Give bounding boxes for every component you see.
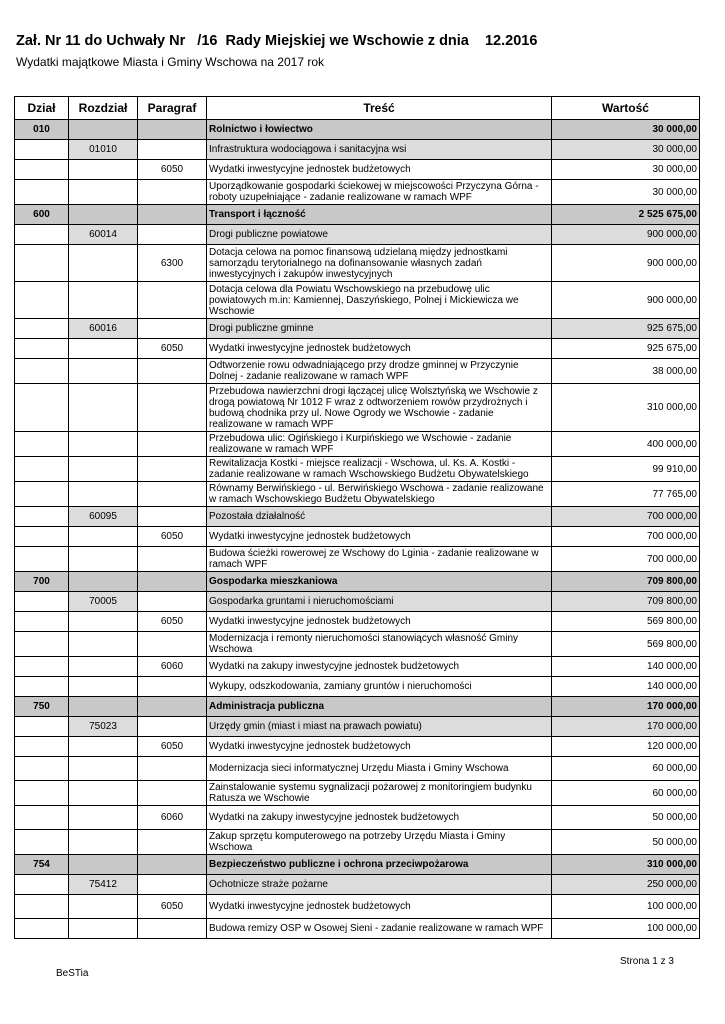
table-row (15, 572, 700, 592)
cell-paragraf: 6050 (138, 527, 207, 547)
cell-wartosc: 170 000,00 (552, 717, 700, 737)
cell-rozdzial: 60095 (69, 507, 138, 527)
cell-tresc: Urzędy gmin (miast i miast na prawach powiatu) (207, 717, 552, 737)
column-header-wartosc: Wartość (552, 97, 700, 120)
cell-wartosc: 140 000,00 (552, 657, 700, 677)
cell-paragraf (138, 919, 207, 939)
cell-dzial: 700 (15, 572, 69, 592)
table-row (15, 592, 700, 612)
cell-rozdzial (69, 339, 138, 359)
table-row (15, 120, 700, 140)
cell-wartosc: 30 000,00 (552, 140, 700, 160)
cell-paragraf: 6050 (138, 737, 207, 757)
cell-wartosc: 700 000,00 (552, 507, 700, 527)
cell-paragraf: 6050 (138, 612, 207, 632)
cell-rozdzial (69, 120, 138, 140)
cell-paragraf (138, 432, 207, 457)
cell-dzial (15, 384, 69, 432)
cell-paragraf (138, 205, 207, 225)
cell-dzial (15, 245, 69, 282)
cell-tresc: Zainstalowanie systemu sygnalizacji pożarowej z monitoringiem budynku Ratusza we Wschowie (207, 781, 552, 806)
cell-wartosc: 250 000,00 (552, 875, 700, 895)
cell-paragraf (138, 359, 207, 384)
cell-tresc: Zakup sprzętu komputerowego na potrzeby Urzędu Miasta i Gminy Wschowa (207, 830, 552, 855)
cell-rozdzial: 70005 (69, 592, 138, 612)
cell-dzial (15, 507, 69, 527)
table-row (15, 205, 700, 225)
cell-tresc: Drogi publiczne gminne (207, 319, 552, 339)
cell-paragraf (138, 319, 207, 339)
cell-wartosc: 120 000,00 (552, 737, 700, 757)
cell-tresc: Modernizacja i remonty nieruchomości stanowiących własność Gminy Wschowa (207, 632, 552, 657)
cell-paragraf (138, 225, 207, 245)
cell-paragraf (138, 120, 207, 140)
table-row (15, 697, 700, 717)
table-row (15, 507, 700, 527)
column-header-tresc: Treść (207, 97, 552, 120)
cell-tresc: Wydatki inwestycyjne jednostek budżetowych (207, 895, 552, 919)
cell-dzial (15, 140, 69, 160)
cell-tresc: Gospodarka gruntami i nieruchomościami (207, 592, 552, 612)
cell-dzial (15, 339, 69, 359)
table-row (15, 855, 700, 875)
cell-wartosc: 700 000,00 (552, 547, 700, 572)
cell-wartosc: 140 000,00 (552, 677, 700, 697)
cell-wartosc: 2 525 675,00 (552, 205, 700, 225)
cell-rozdzial (69, 855, 138, 875)
cell-dzial: 010 (15, 120, 69, 140)
cell-rozdzial (69, 737, 138, 757)
cell-wartosc: 900 000,00 (552, 282, 700, 319)
cell-wartosc: 709 800,00 (552, 572, 700, 592)
table-row (15, 527, 700, 547)
cell-tresc: Rewitalizacja Kostki - miejsce realizacji - Wschowa, ul. Ks. A. Kostki - zadanie realizowane w ramach Wschowskiego Budżetu Obywatelskiego (207, 457, 552, 482)
cell-paragraf (138, 482, 207, 507)
table-row (15, 806, 700, 830)
cell-tresc: Infrastruktura wodociągowa i sanitacyjna wsi (207, 140, 552, 160)
cell-dzial (15, 359, 69, 384)
cell-dzial (15, 895, 69, 919)
footer-author: BeSTia (56, 968, 89, 979)
cell-rozdzial (69, 180, 138, 205)
cell-paragraf (138, 855, 207, 875)
table-row (15, 482, 700, 507)
table-row (15, 737, 700, 757)
cell-dzial: 754 (15, 855, 69, 875)
cell-paragraf (138, 830, 207, 855)
cell-rozdzial (69, 282, 138, 319)
table-row (15, 160, 700, 180)
cell-rozdzial (69, 384, 138, 432)
cell-rozdzial (69, 432, 138, 457)
cell-tresc: Wykupy, odszkodowania, zamiany gruntów i nieruchomości (207, 677, 552, 697)
cell-rozdzial: 75412 (69, 875, 138, 895)
cell-tresc: Wydatki inwestycyjne jednostek budżetowych (207, 339, 552, 359)
cell-tresc: Wydatki inwestycyjne jednostek budżetowych (207, 737, 552, 757)
cell-dzial (15, 612, 69, 632)
cell-dzial (15, 717, 69, 737)
cell-dzial (15, 632, 69, 657)
cell-paragraf (138, 282, 207, 319)
cell-paragraf (138, 140, 207, 160)
cell-paragraf (138, 572, 207, 592)
table-row (15, 830, 700, 855)
cell-paragraf (138, 757, 207, 781)
cell-rozdzial (69, 781, 138, 806)
cell-paragraf: 6050 (138, 160, 207, 180)
table-row (15, 282, 700, 319)
cell-dzial (15, 781, 69, 806)
table-row (15, 677, 700, 697)
cell-paragraf (138, 632, 207, 657)
cell-dzial (15, 919, 69, 939)
cell-wartosc: 30 000,00 (552, 180, 700, 205)
cell-dzial (15, 657, 69, 677)
cell-tresc: Dotacja celowa dla Powiatu Wschowskiego na przebudowę ulic powiatowych m.in: Kamiennej, Daszyńskiego, Polnej i Mickiewicza we Wschowie (207, 282, 552, 319)
cell-dzial (15, 592, 69, 612)
cell-rozdzial (69, 245, 138, 282)
cell-tresc: Pozostała działalność (207, 507, 552, 527)
cell-paragraf (138, 717, 207, 737)
cell-rozdzial: 60016 (69, 319, 138, 339)
cell-wartosc: 99 910,00 (552, 457, 700, 482)
cell-wartosc: 100 000,00 (552, 895, 700, 919)
cell-tresc: Wydatki inwestycyjne jednostek budżetowych (207, 612, 552, 632)
cell-wartosc: 310 000,00 (552, 384, 700, 432)
cell-wartosc: 569 800,00 (552, 632, 700, 657)
cell-wartosc: 30 000,00 (552, 120, 700, 140)
cell-tresc: Wydatki inwestycyjne jednostek budżetowych (207, 527, 552, 547)
cell-dzial (15, 737, 69, 757)
table-row (15, 875, 700, 895)
cell-rozdzial (69, 160, 138, 180)
cell-paragraf (138, 697, 207, 717)
cell-tresc: Gospodarka mieszkaniowa (207, 572, 552, 592)
table-body (15, 120, 700, 939)
cell-wartosc: 100 000,00 (552, 919, 700, 939)
cell-tresc: Dotacja celowa na pomoc finansową udzielaną między jednostkami samorządu terytorialnego na dofinansowanie własnych zadań inwestycyjnych i zakupów inwestycyjnych (207, 245, 552, 282)
cell-rozdzial (69, 697, 138, 717)
cell-wartosc: 60 000,00 (552, 781, 700, 806)
cell-dzial (15, 457, 69, 482)
cell-rozdzial (69, 612, 138, 632)
cell-dzial (15, 160, 69, 180)
cell-wartosc: 310 000,00 (552, 855, 700, 875)
cell-dzial (15, 806, 69, 830)
cell-dzial (15, 432, 69, 457)
cell-dzial (15, 319, 69, 339)
table-row (15, 319, 700, 339)
cell-wartosc: 50 000,00 (552, 806, 700, 830)
cell-paragraf (138, 677, 207, 697)
column-header-paragraf: Paragraf (138, 97, 207, 120)
table-row (15, 895, 700, 919)
cell-tresc: Przebudowa ulic: Ogińskiego i Kurpińskiego we Wschowie - zadanie realizowane w ramach WPF (207, 432, 552, 457)
table-row (15, 180, 700, 205)
cell-rozdzial (69, 895, 138, 919)
column-header-dzial: Dział (15, 97, 69, 120)
cell-dzial (15, 875, 69, 895)
cell-paragraf (138, 781, 207, 806)
cell-rozdzial (69, 359, 138, 384)
cell-tresc: Rolnictwo i łowiectwo (207, 120, 552, 140)
table-row (15, 457, 700, 482)
cell-wartosc: 77 765,00 (552, 482, 700, 507)
table-row (15, 919, 700, 939)
cell-rozdzial (69, 527, 138, 547)
cell-tresc: Bezpieczeństwo publiczne i ochrona przeciwpożarowa (207, 855, 552, 875)
table-row (15, 717, 700, 737)
cell-tresc: Administracja publiczna (207, 697, 552, 717)
cell-rozdzial (69, 657, 138, 677)
cell-tresc: Modernizacja sieci informatycznej Urzędu Miasta i Gminy Wschowa (207, 757, 552, 781)
cell-tresc: Wydatki inwestycyjne jednostek budżetowych (207, 160, 552, 180)
cell-rozdzial: 60014 (69, 225, 138, 245)
table-row (15, 781, 700, 806)
table-row (15, 245, 700, 282)
cell-rozdzial (69, 757, 138, 781)
table-row (15, 384, 700, 432)
cell-tresc: Uporządkowanie gospodarki ściekowej w miejscowości Przyczyna Górna - roboty uzupełniające - zadanie realizowane w ramach WPF (207, 180, 552, 205)
table-header-row (15, 97, 700, 120)
cell-wartosc: 925 675,00 (552, 339, 700, 359)
table-row (15, 359, 700, 384)
cell-rozdzial (69, 830, 138, 855)
cell-tresc: Równamy Berwińskiego - ul. Berwińskiego Wschowa - zadanie realizowane w ramach Wschowskiego Budżetu Obywatelskiego (207, 482, 552, 507)
cell-dzial (15, 677, 69, 697)
cell-tresc: Odtworzenie rowu odwadniającego przy drodze gminnej w Przyczynie Dolnej - zadanie realizowane w ramach WPF (207, 359, 552, 384)
cell-dzial (15, 527, 69, 547)
table-row (15, 612, 700, 632)
document-subtitle: Wydatki majątkowe Miasta i Gminy Wschowa na 2017 rok (16, 55, 325, 69)
table-row (15, 432, 700, 457)
cell-wartosc: 30 000,00 (552, 160, 700, 180)
cell-dzial (15, 482, 69, 507)
cell-paragraf: 6060 (138, 657, 207, 677)
cell-paragraf (138, 457, 207, 482)
cell-dzial (15, 180, 69, 205)
cell-dzial: 750 (15, 697, 69, 717)
table-row (15, 140, 700, 160)
cell-rozdzial (69, 677, 138, 697)
page-number: Strona 1 z 3 (620, 956, 674, 967)
cell-wartosc: 900 000,00 (552, 245, 700, 282)
cell-paragraf (138, 875, 207, 895)
cell-tresc: Ochotnicze straże pożarne (207, 875, 552, 895)
cell-paragraf (138, 507, 207, 527)
cell-rozdzial: 01010 (69, 140, 138, 160)
cell-dzial (15, 757, 69, 781)
cell-paragraf: 6060 (138, 806, 207, 830)
cell-rozdzial (69, 482, 138, 507)
table-row (15, 657, 700, 677)
cell-rozdzial (69, 457, 138, 482)
budget-table (14, 96, 700, 939)
column-header-rozdzial: Rozdział (69, 97, 138, 120)
cell-wartosc: 60 000,00 (552, 757, 700, 781)
cell-paragraf (138, 384, 207, 432)
cell-rozdzial: 75023 (69, 717, 138, 737)
cell-paragraf (138, 180, 207, 205)
cell-dzial (15, 225, 69, 245)
cell-rozdzial (69, 632, 138, 657)
cell-paragraf: 6050 (138, 339, 207, 359)
cell-wartosc: 170 000,00 (552, 697, 700, 717)
cell-dzial (15, 830, 69, 855)
cell-paragraf: 6050 (138, 895, 207, 919)
cell-rozdzial (69, 919, 138, 939)
table-row (15, 339, 700, 359)
table-row (15, 632, 700, 657)
cell-rozdzial (69, 205, 138, 225)
cell-dzial: 600 (15, 205, 69, 225)
cell-paragraf (138, 547, 207, 572)
cell-dzial (15, 547, 69, 572)
cell-tresc: Transport i łączność (207, 205, 552, 225)
cell-wartosc: 700 000,00 (552, 527, 700, 547)
cell-tresc: Wydatki na zakupy inwestycyjne jednostek budżetowych (207, 806, 552, 830)
cell-rozdzial (69, 806, 138, 830)
cell-wartosc: 925 675,00 (552, 319, 700, 339)
cell-wartosc: 900 000,00 (552, 225, 700, 245)
cell-wartosc: 709 800,00 (552, 592, 700, 612)
cell-wartosc: 569 800,00 (552, 612, 700, 632)
document-title: Zał. Nr 11 do Uchwały Nr /16 Rady Miejskiej we Wschowie z dnia 12.2016 (16, 33, 538, 49)
table-row (15, 757, 700, 781)
cell-paragraf: 6300 (138, 245, 207, 282)
cell-tresc: Budowa ścieżki rowerowej ze Wschowy do Lginia - zadanie realizowane w ramach WPF (207, 547, 552, 572)
table-row (15, 547, 700, 572)
cell-wartosc: 400 000,00 (552, 432, 700, 457)
cell-rozdzial (69, 572, 138, 592)
cell-tresc: Budowa remizy OSP w Osowej Sieni - zadanie realizowane w ramach WPF (207, 919, 552, 939)
table-row (15, 225, 700, 245)
cell-rozdzial (69, 547, 138, 572)
cell-tresc: Przebudowa nawierzchni drogi łączącej ulicę Wolsztyńską we Wschowie z drogą powiatową Nr 1012 F wraz z odtworzeniem rowów przydrożnych i budową chodnika przy ul. Nowe Ogrody we Wschowie - zadanie realizowane w ramach WPF (207, 384, 552, 432)
cell-tresc: Wydatki na zakupy inwestycyjne jednostek budżetowych (207, 657, 552, 677)
cell-wartosc: 38 000,00 (552, 359, 700, 384)
cell-wartosc: 50 000,00 (552, 830, 700, 855)
cell-tresc: Drogi publiczne powiatowe (207, 225, 552, 245)
cell-dzial (15, 282, 69, 319)
cell-paragraf (138, 592, 207, 612)
